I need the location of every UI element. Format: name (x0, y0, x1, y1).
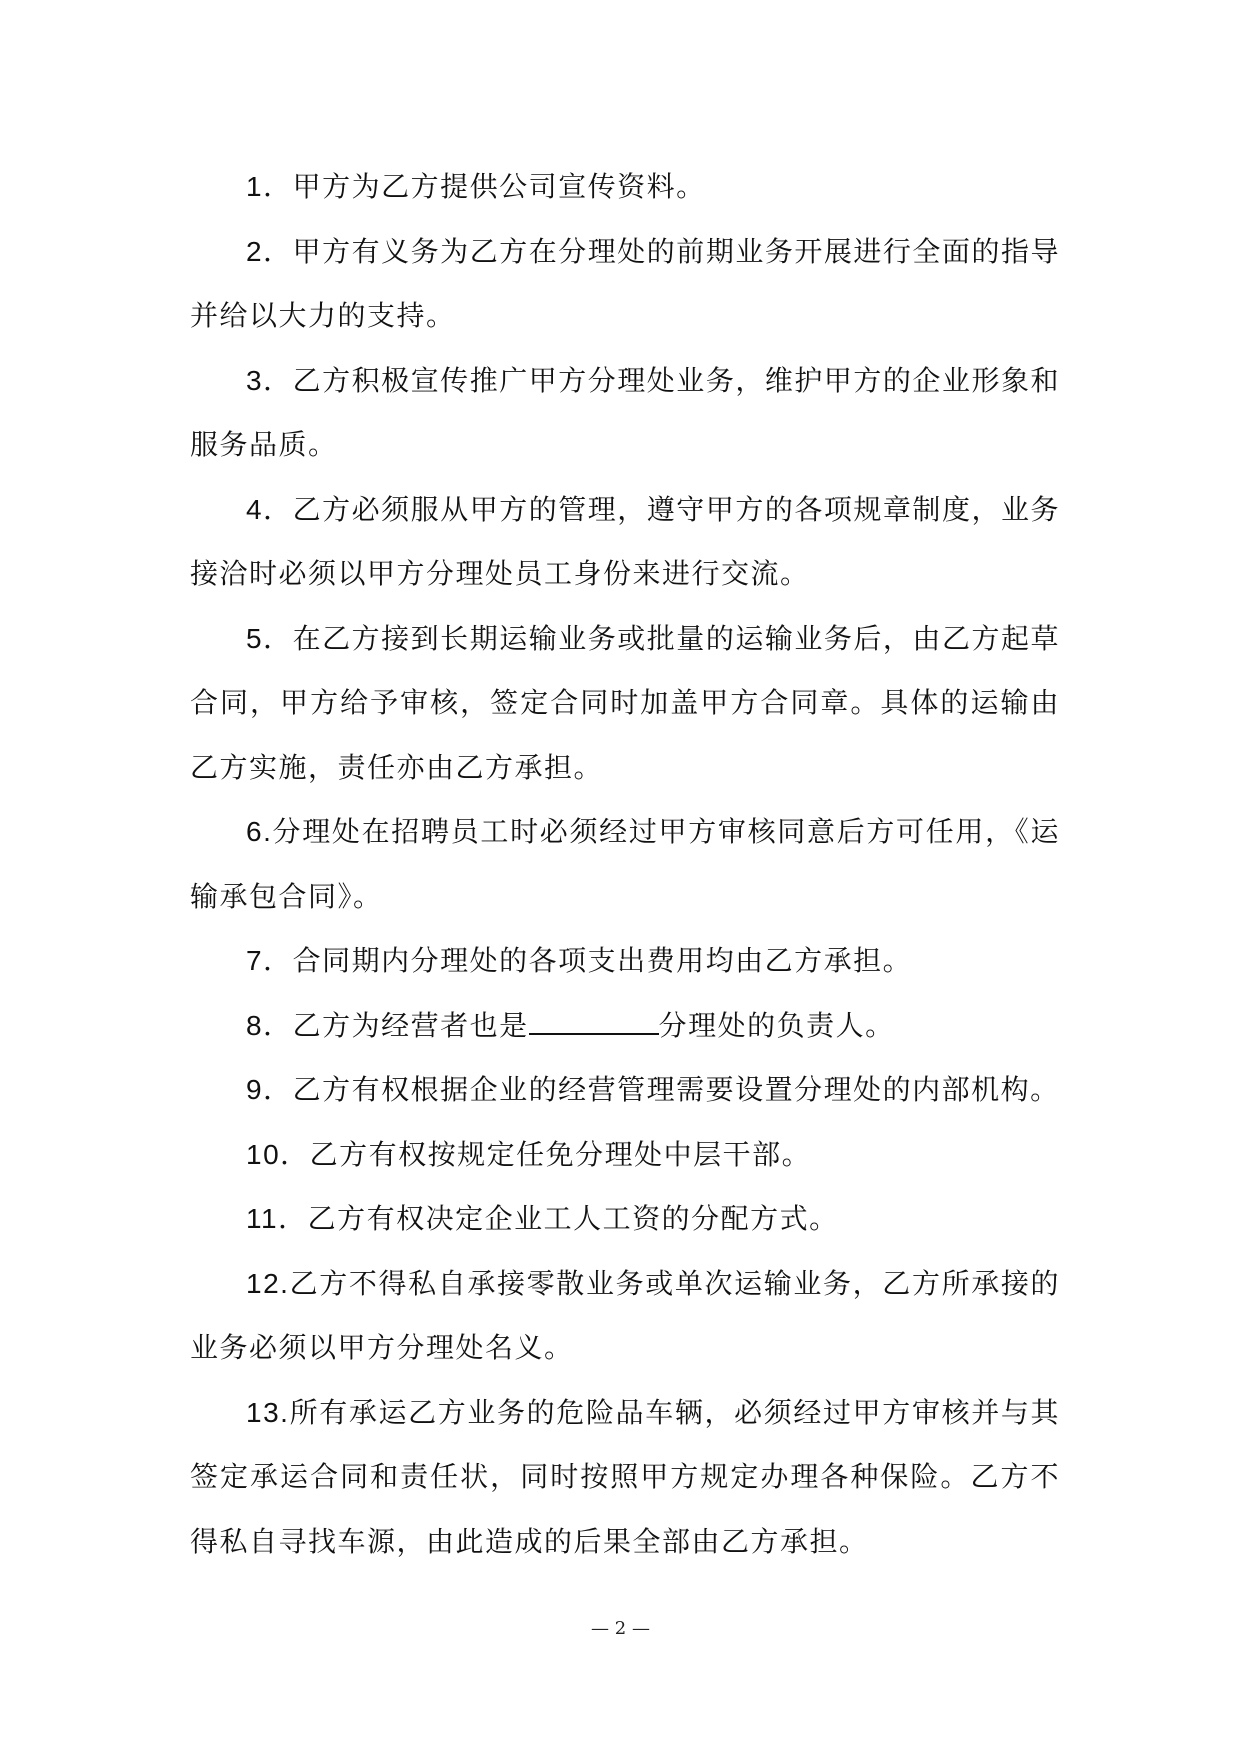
clause-7 (190, 929, 1060, 994)
clause-text: 乙方不得私自承接零散业务或单次运输业务，乙方所承接的业务必须以甲方分理处名义。 (190, 1266, 1060, 1364)
clause-text-before-blank: 乙方为经营者也是 (292, 1008, 529, 1042)
clause-text: 乙方有权决定企业工人工资的分配方式。 (307, 1202, 839, 1235)
clause-9 (190, 1058, 1060, 1123)
document-body (190, 155, 1060, 1574)
clause-number: 13. (246, 1396, 290, 1428)
fill-in-blank (529, 1007, 659, 1035)
clause-number: 10． (246, 1138, 310, 1170)
clause-11 (190, 1187, 1060, 1252)
clause-number: 4． (246, 493, 293, 525)
clause-text: 甲方有义务为乙方在分理处的前期业务开展进行全面的指导并给以大力的支持。 (190, 234, 1060, 332)
clause-number: 6. (246, 816, 273, 847)
clause-text: 乙方积极宣传推广甲方分理处业务，维护甲方的企业形象和服务品质。 (190, 363, 1060, 461)
clause-number: 12. (246, 1267, 290, 1299)
clause-text: 乙方有权根据企业的经营管理需要设置分理处的内部机构。 (292, 1073, 1060, 1106)
clause-number: 7． (246, 945, 293, 976)
clause-number: 2． (246, 235, 293, 267)
clause-number: 3． (246, 364, 293, 396)
clause-text: 乙方必须服从甲方的管理，遵守甲方的各项规章制度，业务接洽时必须以甲方分理处员工身份来进行交流。 (190, 492, 1060, 590)
clause-2 (190, 220, 1060, 349)
clause-text-after-blank: 分理处的负责人。 (658, 1008, 895, 1042)
clause-5 (190, 607, 1060, 801)
clause-number: 11． (246, 1203, 308, 1234)
clause-6 (190, 800, 1060, 929)
clause-8 (190, 994, 1060, 1059)
clause-1 (190, 155, 1060, 220)
clause-3 (190, 349, 1060, 478)
clause-4 (190, 478, 1060, 607)
clause-number: 5． (246, 622, 293, 654)
clause-12 (190, 1252, 1060, 1381)
page-number: — 2 — (591, 1618, 650, 1639)
clause-13 (190, 1381, 1060, 1575)
clause-text: 分理处在招聘员工时必须经过甲方审核同意后方可任用，《运输承包合同》。 (190, 815, 1060, 913)
clause-number: 1． (246, 171, 293, 202)
clause-number: 9． (246, 1074, 293, 1105)
clause-text: 在乙方接到长期运输业务或批量的运输业务后，由乙方起草合同，甲方给予审核，签定合同时加盖甲方合同章。具体的运输由乙方实施，责任亦由乙方承担。 (190, 621, 1060, 784)
clause-text: 所有承运乙方业务的危险品车辆，必须经过甲方审核并与其签定承运合同和责任状，同时按照甲方规定办理各种保险。乙方不得私自寻找车源，由此造成的后果全部由乙方承担。 (190, 1395, 1060, 1558)
clause-10 (190, 1123, 1060, 1188)
clause-number: 8． (246, 1009, 293, 1041)
clause-text: 甲方为乙方提供公司宣传资料。 (292, 170, 706, 203)
clause-text: 乙方有权按规定任免分理处中层干部。 (309, 1137, 812, 1171)
clause-text: 合同期内分理处的各项支出费用均由乙方承担。 (292, 944, 913, 977)
